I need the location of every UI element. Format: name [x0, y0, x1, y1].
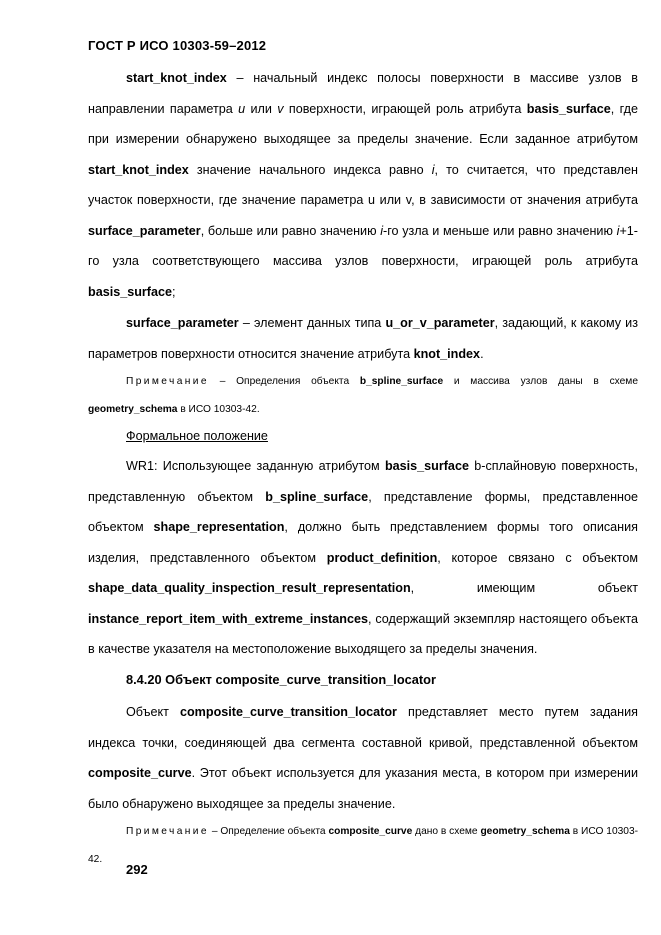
term-b-spline-surface: b_spline_surface [265, 489, 369, 504]
term-u-or-v-parameter: u_or_v_parameter [385, 316, 495, 330]
term-composite-curve: composite_curve [328, 826, 413, 837]
term-start-knot-index: start_knot_index [126, 71, 227, 85]
paragraph-surface-parameter [88, 308, 638, 369]
note-label: Примечание [126, 376, 209, 387]
text: . Этот объект используется для указания места, в котором при измерении было обнаружено выходящее за пределы значение. [88, 766, 638, 811]
term-basis-surface: basis_surface [88, 284, 173, 299]
paragraph-composite-curve-locator [88, 697, 638, 819]
text: WR1: Использующее заданную атрибутом [126, 459, 385, 473]
term-start-knot-index: start_knot_index [88, 162, 189, 177]
text: – Определение объекта [208, 826, 329, 837]
param-v: v [277, 101, 284, 116]
text: Объект [126, 705, 180, 719]
text: , содержащий экземпляр настоящего объекта в качестве указателя на местоположение выходящего за пределы значения. [88, 611, 638, 656]
text: . [480, 346, 484, 361]
text: поверхности, играющей роль атрибута [283, 101, 527, 116]
text: b-сплайновую поверхность, представленную объектом [88, 459, 638, 504]
formal-heading [88, 421, 638, 452]
term-knot-index: knot_index [413, 346, 481, 361]
page-number: 292 [126, 862, 148, 877]
text: ; [172, 284, 176, 299]
text: , то считается, что представлен участок поверхности, где значение параметра u или v, в зависимости от значения атрибута [88, 162, 638, 207]
text: дано в схеме [412, 826, 481, 837]
paragraph-start-knot-index [88, 63, 638, 307]
text: , имеющим объект [410, 581, 638, 595]
text: , должно быть представлением формы того описания изделия, представленного объектом [88, 520, 638, 565]
text: представляет место путем задания индекса точки, соединяющей два сегмента составной кривой, представленной объектом [88, 705, 638, 750]
term-geometry-schema: geometry_schema [480, 826, 570, 837]
text: , представление формы, представленное объектом [88, 489, 638, 534]
formal-heading-text: Формальное положение [126, 429, 268, 443]
note-1 [88, 368, 638, 424]
param-u: u [238, 101, 246, 116]
section-heading [126, 672, 436, 687]
text: или [245, 101, 278, 116]
note-label: Примечание [126, 826, 209, 837]
text: – элемент данных типа [238, 316, 386, 330]
term-shape-data-quality-inspection-result-representation: shape_data_quality_inspection_result_representation [88, 581, 411, 595]
term-surface-parameter: surface_parameter [88, 223, 201, 238]
text: , больше или равно значению [200, 223, 381, 238]
text: в ИСО 10303-42. [88, 826, 639, 865]
document-header: ГОСТ Р ИСО 10303-59–2012 [88, 38, 267, 53]
text: в ИСО 10303-42. [177, 404, 260, 415]
text: +1-го узла соответствующего массива узлов поверхности, играющей роль атрибута [88, 223, 638, 268]
note-2 [88, 818, 638, 874]
text: – Определения объекта [208, 376, 360, 387]
term-b-spline-surface: b_spline_surface [359, 376, 444, 387]
text: значение начального индекса равно [188, 162, 432, 177]
text: , которое связано с объектом [437, 550, 638, 565]
term-product-definition: product_definition [326, 550, 438, 565]
index-i: i [380, 223, 384, 238]
term-surface-parameter: surface_parameter [126, 316, 239, 330]
text: , где при измерении обнаружено выходящее за пределы значение. Если заданное атрибутом [88, 101, 638, 146]
term-composite-curve-transition-locator: composite_curve_transition_locator [179, 705, 397, 719]
term-shape-representation: shape_representation [153, 520, 285, 534]
paragraph-wr1 [88, 451, 638, 665]
term-instance-report-item-with-extreme-instances: instance_report_item_with_extreme_instances [88, 611, 368, 626]
term-basis-surface: basis_surface [384, 459, 469, 473]
index-i: i [431, 162, 435, 177]
section-number: 8.4.20 Объект [126, 672, 216, 687]
section-title: composite_curve_transition_locator [215, 672, 436, 687]
text: и массива узлов даны в схеме [443, 376, 638, 387]
index-i: i [616, 223, 620, 238]
term-composite-curve: composite_curve [88, 766, 192, 780]
term-geometry-schema: geometry_schema [88, 404, 178, 415]
text: -го узла и меньше или равно значению [383, 223, 617, 238]
term-basis-surface: basis_surface [526, 101, 611, 116]
text: , задающий, к какому из параметров поверхности относится значение атрибута [88, 316, 638, 361]
text: – начальный индекс полосы поверхности в массиве узлов в направлении параметра [88, 71, 638, 116]
